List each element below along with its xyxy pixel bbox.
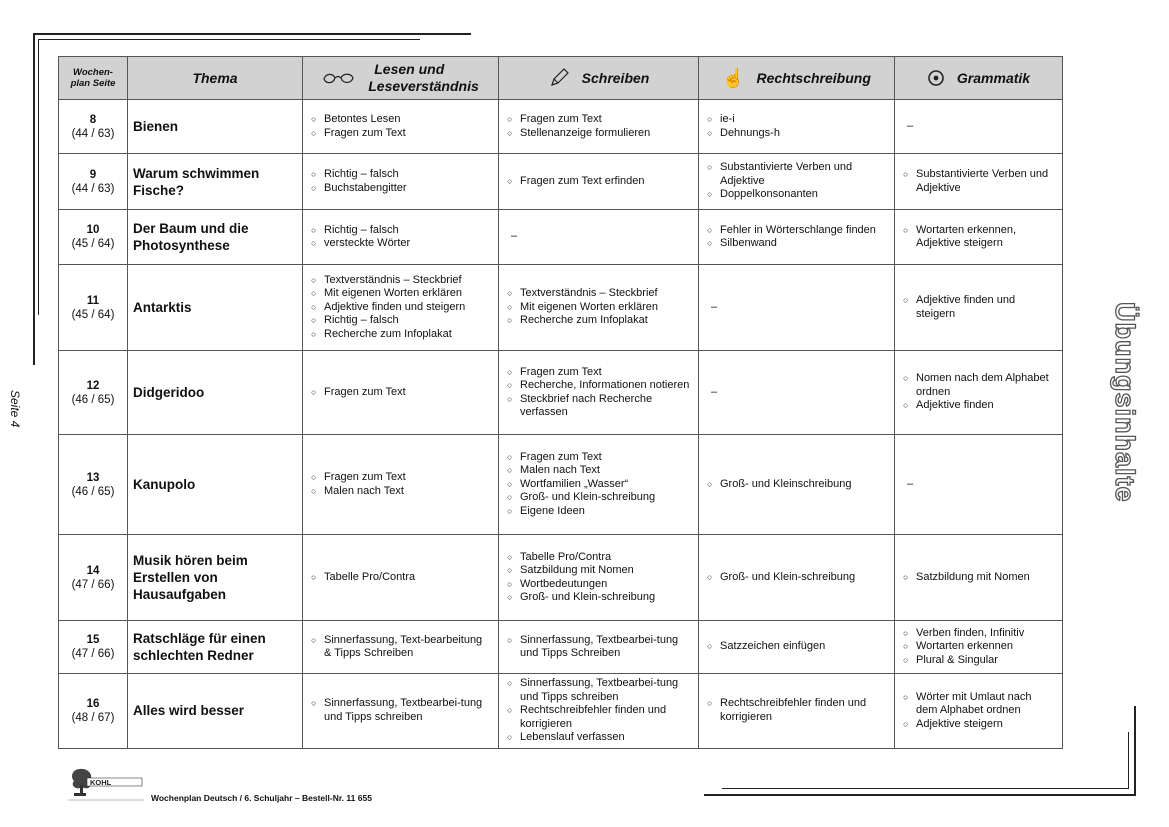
glasses-icon: [322, 69, 356, 87]
week-page-cell: [59, 154, 128, 210]
topic-cell: Ratschläge für einen schlechten Redner: [128, 621, 303, 674]
list-item: ○ Nomen nach dem Alphabet ordnen: [903, 372, 1054, 399]
list-item: ○ Groß- und Kleinschreibung: [707, 478, 886, 492]
topic-cell: Kanupolo: [128, 435, 303, 535]
week-number: 14: [86, 564, 100, 577]
spelling-cell-list: [707, 224, 886, 251]
week-number: 12: [86, 379, 100, 392]
reading-cell-list: [311, 697, 490, 724]
reading-cell: [303, 674, 499, 749]
pencil-icon: [548, 67, 570, 89]
topic-cell: Bienen: [128, 100, 303, 154]
week-page-cell: [59, 100, 128, 154]
frame-line-left-inner: [38, 39, 39, 315]
list-item: ○ Fragen zum Text: [507, 451, 690, 465]
target-icon: [927, 69, 945, 87]
reading-cell-list: [311, 571, 490, 585]
header-reading: Lesen und Leseverständnis: [303, 57, 499, 100]
table-row: [59, 435, 1063, 535]
list-item: ○ Malen nach Text: [311, 485, 490, 499]
writing-cell: [499, 265, 699, 351]
reading-cell-list: [311, 113, 490, 140]
writing-cell: [499, 674, 699, 749]
list-item: ○ Plural & Singular: [903, 654, 1054, 668]
table-row: [59, 100, 1063, 154]
week-page-cell: [59, 435, 128, 535]
list-item: ○ Satzbildung mit Nomen: [507, 564, 690, 578]
grammar-cell: [895, 154, 1063, 210]
spelling-cell: [699, 435, 895, 535]
grammar-cell: [895, 265, 1063, 351]
list-item: ○ Fragen zum Text: [311, 127, 490, 141]
writing-cell-list: [507, 451, 690, 519]
writing-cell: [499, 351, 699, 435]
side-title: Übungsinhalte: [1110, 302, 1140, 503]
frame-line-right-outer: [1134, 706, 1136, 796]
writing-cell-list: [507, 175, 690, 189]
spelling-cell: [699, 154, 895, 210]
list-item: ○ Tabelle Pro/Contra: [507, 551, 690, 565]
spelling-cell: [699, 535, 895, 621]
list-item: ○ Textverständnis – Steckbrief: [311, 274, 490, 288]
writing-cell-list: [507, 634, 690, 661]
header-grammar: Grammatik: [895, 57, 1063, 100]
spelling-cell: [699, 351, 895, 435]
week-page-cell: [59, 210, 128, 265]
side-page-label: Seite 4: [8, 390, 22, 428]
list-item: ○ Adjektive finden und steigern: [311, 301, 490, 315]
list-item: ○ Substantivierte Verben und Adjektive: [707, 161, 886, 188]
reading-cell: [303, 435, 499, 535]
list-item: ○ Recherche, Informationen notieren: [507, 379, 690, 393]
empty-dash: –: [711, 300, 718, 313]
page-numbers: (47 / 66): [71, 578, 115, 591]
list-item: ○ Adjektive steigern: [903, 718, 1054, 732]
reading-cell-list: [311, 634, 490, 661]
writing-cell: [499, 535, 699, 621]
writing-cell-list: [507, 113, 690, 140]
grammar-cell: [895, 351, 1063, 435]
week-number: 9: [89, 168, 97, 181]
list-item: ○ Rechtschreibfehler finden und korrigieren: [507, 704, 690, 731]
frame-line-top-inner: [38, 39, 420, 40]
page-numbers: (44 / 63): [71, 127, 115, 140]
list-item: ○ Eigene Ideen: [507, 505, 690, 519]
table-row: [59, 351, 1063, 435]
page-numbers: (47 / 66): [71, 648, 115, 660]
list-item: ○ Steckbrief nach Recherche verfassen: [507, 393, 690, 420]
publisher-logo: [66, 765, 146, 805]
list-item: ○ versteckte Wörter: [311, 237, 490, 251]
list-item: ○ Groß- und Klein-schreibung: [707, 571, 886, 585]
week-page-cell: [59, 674, 128, 749]
grammar-cell-list: [903, 691, 1054, 732]
list-item: ○ Richtig – falsch: [311, 314, 490, 328]
list-item: ○ Wörter mit Umlaut nach dem Alphabet ordnen: [903, 691, 1054, 718]
table-body: [59, 100, 1063, 749]
spelling-cell-list: [707, 640, 886, 654]
header-theme: Thema: [128, 57, 303, 100]
list-item: ○ Wortarten erkennen, Adjektive steigern: [903, 224, 1054, 251]
reading-cell-list: [311, 224, 490, 251]
grammar-cell: [895, 435, 1063, 535]
grammar-cell-list: [903, 627, 1054, 668]
topic-cell: Alles wird besser: [128, 674, 303, 749]
grammar-cell-list: [903, 294, 1054, 321]
empty-dash: –: [907, 119, 914, 132]
list-item: ○ Adjektive finden: [903, 399, 1054, 413]
grammar-cell-list: [903, 168, 1054, 195]
grammar-cell-list: [903, 224, 1054, 251]
table-row: [59, 535, 1063, 621]
spelling-cell-list: [707, 161, 886, 202]
week-number: 16: [86, 697, 100, 710]
list-item: ○ Fragen zum Text: [507, 366, 690, 380]
header-week: Wochen- plan Seite: [59, 57, 128, 100]
spelling-cell: [699, 265, 895, 351]
grammar-cell: [895, 210, 1063, 265]
empty-dash: –: [711, 385, 718, 398]
list-item: ○ Fragen zum Text: [507, 113, 690, 127]
list-item: ○ Substantivierte Verben und Adjektive: [903, 168, 1054, 195]
list-item: ○ Sinnerfassung, Textbearbei-tung und Tipps schreiben: [311, 697, 490, 724]
writing-cell-list: [507, 366, 690, 420]
list-item: ○ ie-i: [707, 113, 886, 127]
writing-cell: [499, 154, 699, 210]
topic-cell: Musik hören beim Erstellen von Hausaufgaben: [128, 535, 303, 621]
list-item: ○ Fehler in Wörterschlange finden: [707, 224, 886, 238]
list-item: ○ Groß- und Klein-schreibung: [507, 491, 690, 505]
week-number: 13: [86, 471, 100, 484]
writing-cell-list: [507, 677, 690, 745]
grammar-cell: [895, 100, 1063, 154]
reading-cell: [303, 621, 499, 674]
reading-cell: [303, 265, 499, 351]
list-item: ○ Adjektive finden und steigern: [903, 294, 1054, 321]
writing-cell-list: [507, 287, 690, 328]
list-item: ○ Recherche zum Infoplakat: [311, 328, 490, 342]
spelling-cell: [699, 210, 895, 265]
empty-dash: –: [907, 477, 914, 490]
week-page-cell: [59, 535, 128, 621]
writing-cell: [499, 210, 699, 265]
list-item: ○ Fragen zum Text: [311, 471, 490, 485]
list-item: ○ Wortfamilien „Wasser“: [507, 478, 690, 492]
spelling-cell-list: [707, 113, 886, 140]
list-item: ○ Groß- und Klein-schreibung: [507, 591, 690, 605]
frame-line-bottom-inner: [722, 788, 1129, 789]
list-item: ○ Wortarten erkennen: [903, 640, 1054, 654]
overview-table: [58, 56, 1063, 749]
writing-cell: [499, 621, 699, 674]
page-numbers: (48 / 67): [71, 711, 115, 724]
header-writing: Schreiben: [499, 57, 699, 100]
frame-line-top-outer: [33, 33, 471, 35]
grammar-cell: [895, 621, 1063, 674]
topic-cell: Didgeridoo: [128, 351, 303, 435]
reading-cell: [303, 535, 499, 621]
week-number: 10: [86, 224, 100, 236]
list-item: ○ Satzzeichen einfügen: [707, 640, 886, 654]
list-item: ○ Dehnungs-h: [707, 127, 886, 141]
list-item: ○ Richtig – falsch: [311, 168, 490, 182]
reading-cell: [303, 351, 499, 435]
grammar-cell: [895, 535, 1063, 621]
list-item: ○ Rechtschreibfehler finden und korrigieren: [707, 697, 886, 724]
frame-line-bottom-outer: [704, 794, 1136, 796]
spelling-cell-list: [707, 478, 886, 492]
reading-cell-list: [311, 274, 490, 342]
list-item: ○ Doppelkonsonanten: [707, 188, 886, 202]
footer-text: Wochenplan Deutsch / 6. Schuljahr – Bestell-Nr. 11 655: [151, 793, 372, 803]
list-item: ○ Sinnerfassung, Textbearbei-tung und Tipps schreiben: [507, 677, 690, 704]
reading-cell-list: [311, 471, 490, 498]
logo-text: KOHL: [90, 778, 112, 787]
page-numbers: (44 / 63): [71, 182, 115, 195]
spelling-cell-list: [707, 571, 886, 585]
table-row: [59, 621, 1063, 674]
table-row: [59, 210, 1063, 265]
list-item: ○ Stellenanzeige formulieren: [507, 127, 690, 141]
spelling-cell: [699, 674, 895, 749]
table-row: [59, 154, 1063, 210]
week-page-cell: [59, 265, 128, 351]
page-numbers: (46 / 65): [71, 393, 115, 406]
list-item: ○ Silbenwand: [707, 237, 886, 251]
list-item: ○ Fragen zum Text: [311, 386, 490, 400]
list-item: ○ Mit eigenen Worten erklären: [507, 301, 690, 315]
week-page-cell: [59, 621, 128, 674]
writing-cell: [499, 100, 699, 154]
list-item: ○ Fragen zum Text erfinden: [507, 175, 690, 189]
reading-cell: [303, 100, 499, 154]
list-item: ○ Richtig – falsch: [311, 224, 490, 238]
list-item: ○ Satzbildung mit Nomen: [903, 571, 1054, 585]
spelling-cell: [699, 621, 895, 674]
frame-line-right-inner: [1128, 732, 1129, 788]
list-item: ○ Textverständnis – Steckbrief: [507, 287, 690, 301]
reading-cell-list: [311, 386, 490, 400]
spelling-cell: [699, 100, 895, 154]
list-item: ○ Tabelle Pro/Contra: [311, 571, 490, 585]
list-item: ○ Buchstabengitter: [311, 182, 490, 196]
week-number: 11: [86, 294, 100, 307]
list-item: ○ Betontes Lesen: [311, 113, 490, 127]
reading-cell: [303, 154, 499, 210]
table-row: [59, 265, 1063, 351]
topic-cell: Der Baum und die Photosynthese: [128, 210, 303, 265]
page-numbers: (46 / 65): [71, 485, 115, 498]
table-header-row: [59, 57, 1063, 100]
spelling-cell-list: [707, 697, 886, 724]
reading-cell-list: [311, 168, 490, 195]
list-item: ○ Malen nach Text: [507, 464, 690, 478]
reading-cell: [303, 210, 499, 265]
topic-cell: Antarktis: [128, 265, 303, 351]
grammar-cell-list: [903, 372, 1054, 413]
writing-cell: [499, 435, 699, 535]
list-item: ○ Verben finden, Infinitiv: [903, 627, 1054, 641]
header-spelling: ☝ Rechtschreibung: [699, 57, 895, 100]
writing-cell-list: [507, 551, 690, 605]
week-number: 15: [86, 634, 100, 646]
pointing-hand-icon: ☝: [722, 67, 745, 88]
list-item: ○ Sinnerfassung, Textbearbei-tung und Tipps Schreiben: [507, 634, 690, 661]
grammar-cell: [895, 674, 1063, 749]
empty-dash: –: [511, 230, 518, 243]
topic-cell: Warum schwimmen Fische?: [128, 154, 303, 210]
week-page-cell: [59, 351, 128, 435]
page-numbers: (45 / 64): [71, 238, 115, 250]
list-item: ○ Mit eigenen Worten erklären: [311, 287, 490, 301]
week-number: 8: [89, 113, 97, 126]
table-row: [59, 674, 1063, 749]
page-numbers: (45 / 64): [71, 308, 115, 321]
grammar-cell-list: [903, 571, 1054, 585]
list-item: ○ Wortbedeutungen: [507, 578, 690, 592]
list-item: ○ Lebenslauf verfassen: [507, 731, 690, 745]
list-item: ○ Sinnerfassung, Text-bearbeitung & Tipps Schreiben: [311, 634, 490, 661]
list-item: ○ Recherche zum Infoplakat: [507, 314, 690, 328]
frame-line-left-outer: [33, 33, 35, 365]
